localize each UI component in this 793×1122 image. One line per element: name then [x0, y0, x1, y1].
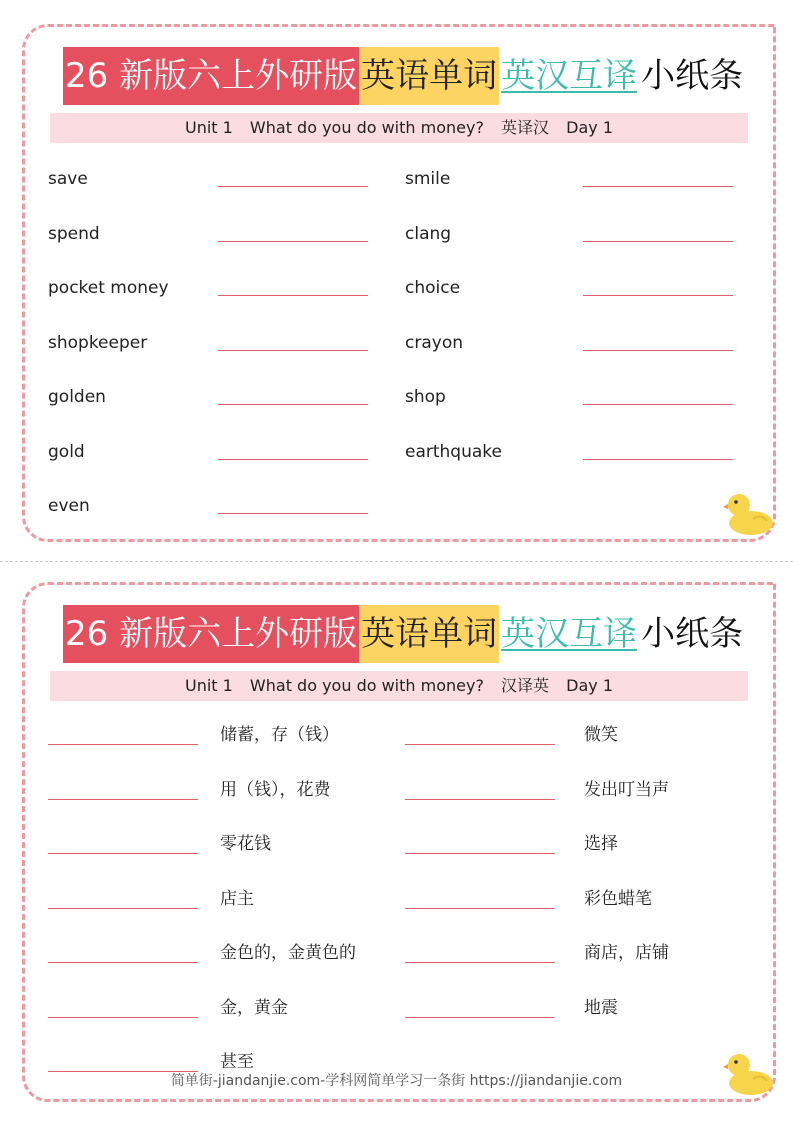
word-item: save — [48, 169, 88, 189]
meaning-item: 用（钱），花费 — [220, 780, 331, 800]
answer-line[interactable] — [218, 186, 368, 187]
answer-line[interactable] — [48, 853, 198, 854]
answer-line[interactable] — [218, 404, 368, 405]
vocab-card-en-to-cn — [22, 24, 776, 542]
unit-subtitle — [50, 671, 748, 701]
vocab-card-cn-to-en — [22, 582, 776, 1102]
meaning-item: 金，黄金 — [220, 998, 288, 1018]
unit-label: Unit 1 — [184, 676, 233, 695]
page-title — [63, 605, 745, 663]
answer-line[interactable] — [405, 799, 555, 800]
title-segment-mode: 英汉互译 — [501, 614, 638, 654]
word-item: shopkeeper — [48, 333, 148, 353]
exercise-mode: 英译汉 — [501, 118, 550, 137]
answer-line[interactable] — [405, 853, 555, 854]
answer-line[interactable] — [405, 962, 555, 963]
cut-line-divider — [0, 561, 793, 562]
day-label: Day 1 — [566, 676, 614, 695]
answer-line[interactable] — [583, 241, 733, 242]
title-segment-mode: 英汉互译 — [501, 56, 638, 96]
meaning-item: 商店，店铺 — [584, 943, 669, 963]
answer-line[interactable] — [218, 459, 368, 460]
duck-icon — [723, 489, 775, 537]
meaning-item: 零花钱 — [220, 834, 271, 854]
answer-line[interactable] — [218, 241, 368, 242]
meaning-item: 彩色蜡笔 — [584, 889, 652, 909]
lesson-title: What do you do with money? — [249, 676, 484, 695]
title-segment-note: 小纸条 — [641, 56, 744, 96]
word-item: earthquake — [405, 442, 502, 462]
answer-line[interactable] — [583, 404, 733, 405]
title-segment-subject: 英语单词 — [359, 605, 499, 663]
meaning-item: 金色的，金黄色的 — [220, 943, 356, 963]
answer-line[interactable] — [583, 459, 733, 460]
word-item: spend — [48, 224, 100, 244]
word-item: smile — [405, 169, 451, 189]
answer-line[interactable] — [583, 186, 733, 187]
meaning-item: 微笑 — [584, 725, 618, 745]
word-item: pocket money — [48, 278, 169, 298]
meaning-item: 店主 — [220, 889, 254, 909]
title-segment-grade: 26 新版六上外研版 — [63, 47, 359, 105]
unit-subtitle — [50, 113, 748, 143]
footer-watermark: 简单街-jiandanjie.com-学科网简单学习一条街 https://jiandanjie.com — [170, 1073, 623, 1089]
answer-line[interactable] — [48, 1017, 198, 1018]
answer-line[interactable] — [218, 295, 368, 296]
answer-line[interactable] — [48, 744, 198, 745]
meaning-item: 甚至 — [220, 1052, 254, 1072]
meaning-item: 选择 — [584, 834, 618, 854]
answer-line[interactable] — [405, 744, 555, 745]
word-item: shop — [405, 387, 446, 407]
unit-label: Unit 1 — [184, 118, 233, 137]
word-item: choice — [405, 278, 461, 298]
answer-line[interactable] — [218, 513, 368, 514]
word-item: crayon — [405, 333, 463, 353]
answer-line[interactable] — [48, 962, 198, 963]
answer-line[interactable] — [218, 350, 368, 351]
day-label: Day 1 — [566, 118, 614, 137]
answer-line[interactable] — [405, 908, 555, 909]
answer-line[interactable] — [405, 1017, 555, 1018]
title-segment-subject: 英语单词 — [359, 47, 499, 105]
word-item: golden — [48, 387, 106, 407]
exercise-mode: 汉译英 — [501, 676, 550, 695]
lesson-title: What do you do with money? — [249, 118, 484, 137]
page-title — [63, 47, 745, 105]
answer-line[interactable] — [48, 799, 198, 800]
meaning-item: 发出叮当声 — [584, 780, 669, 800]
answer-line[interactable] — [583, 295, 733, 296]
word-item: clang — [405, 224, 452, 244]
meaning-item: 地震 — [584, 998, 618, 1018]
answer-line[interactable] — [48, 908, 198, 909]
answer-line[interactable] — [583, 350, 733, 351]
meaning-item: 储蓄，存（钱） — [220, 725, 339, 745]
title-segment-note: 小纸条 — [641, 614, 744, 654]
title-segment-grade: 26 新版六上外研版 — [63, 605, 359, 663]
word-item: even — [48, 496, 90, 516]
word-item: gold — [48, 442, 85, 462]
